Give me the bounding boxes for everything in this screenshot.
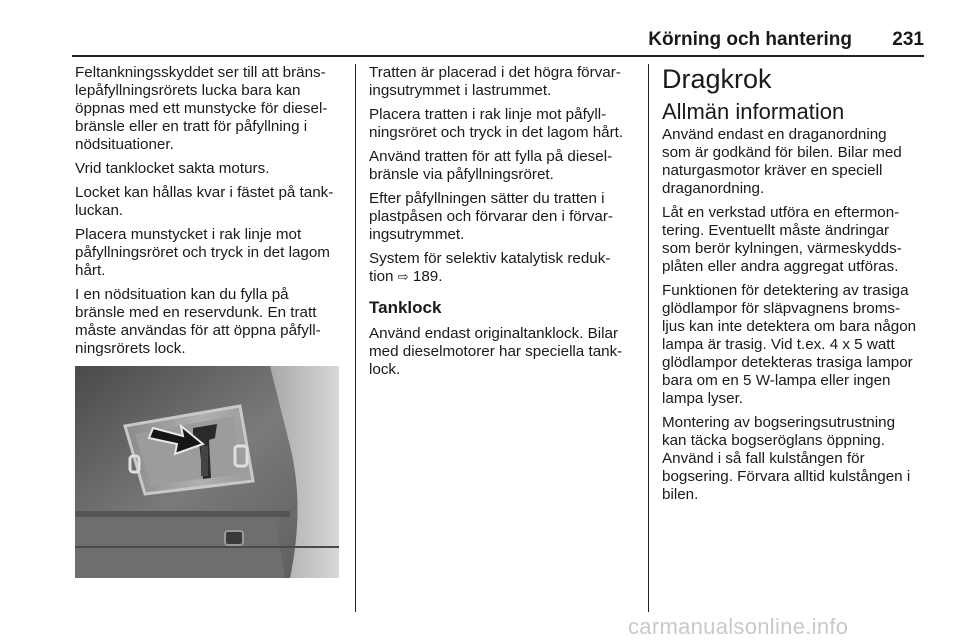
column-divider-2 — [648, 64, 649, 612]
column-2 — [369, 64, 637, 385]
paragraph: Locket kan hållas kvar i fästet på tank- luckan. — [75, 184, 334, 219]
paragraph: Feltankningsskyddet ser till att bräns- lepåfyllningsrörets lucka bara kan öppnas med ett munstycke för diesel- bränsle eller en tratt för påfyllning i nödsituationer. — [75, 64, 328, 153]
section-title: Körning och hantering — [648, 29, 852, 50]
subheading-general-info: Allmän information — [662, 99, 845, 124]
paragraph: Använd endast originaltanklock. Bilar med dieselmotorer har speciella tank- lock. — [369, 325, 623, 378]
paragraph: I en nödsituation kan du fylla på bränsle med en reservdunk. En tratt måste användas för att öppna påfyll- ningsrörets lock. — [75, 286, 321, 357]
page-reference-icon: ⇨ — [397, 270, 409, 285]
column-1 — [75, 64, 347, 364]
header-rule — [72, 55, 924, 57]
funnel-storage-photo — [75, 366, 339, 578]
page-reference-link[interactable]: 189. — [412, 268, 443, 285]
paragraph: Funktionen för detektering av trasiga glödlampor för släpvagnens broms- ljus kan inte detektera om bara någon lampa är trasig. Vid t.ex. 4 x 5 watt glödlampor detekteras trasiga lampor bara om en 5 W-lampa eller ingen lampa lyser. — [662, 282, 917, 407]
paragraph: Låt en verkstad utföra en eftermon- tering. Eventuellt måste ändringar som berör kylningen, värmeskydds- plåten eller andra aggregat utföras. — [662, 204, 902, 275]
paragraph: Använd tratten för att fylla på diesel- bränsle via påfyllningsröret. — [369, 148, 613, 183]
column-divider-1 — [355, 64, 356, 612]
paragraph: Tratten är placerad i det högra förvar- ingsutrymmet i lastrummet. — [369, 64, 621, 99]
paragraph: Placera munstycket i rak linje mot påfyllningsröret och tryck in det lagom hårt. — [75, 226, 330, 279]
page-header — [72, 29, 924, 55]
paragraph-with-xref: System för selektiv katalytisk reduk- tion ⇨ 189. — [369, 250, 611, 285]
page-number: 231 — [892, 29, 924, 50]
paragraph: Efter påfyllningen sätter du tratten i plastpåsen och förvarar den i förvar- ingsutrymmet. — [369, 190, 613, 243]
watermark: carmanualsonline.info — [628, 614, 849, 639]
paragraph: Vrid tanklocket sakta moturs. — [75, 160, 270, 177]
heading-dragkrok: Dragkrok — [662, 64, 772, 94]
paragraph: Placera tratten i rak linje mot påfyll- ningsröret och tryck in det lagom hårt. — [369, 106, 624, 141]
paragraph: Montering av bogseringsutrustning kan täcka bogseröglans öppning. Använd i så fall kulstången för bogsering. Förvara alltid kulstången i bilen. — [662, 414, 911, 503]
subheading-tanklock: Tanklock — [369, 298, 442, 317]
paragraph: Använd endast en draganordning som är godkänd för bilen. Bilar med naturgasmotor kräver en speciell draganordning. — [662, 126, 902, 197]
column-3 — [662, 64, 930, 510]
